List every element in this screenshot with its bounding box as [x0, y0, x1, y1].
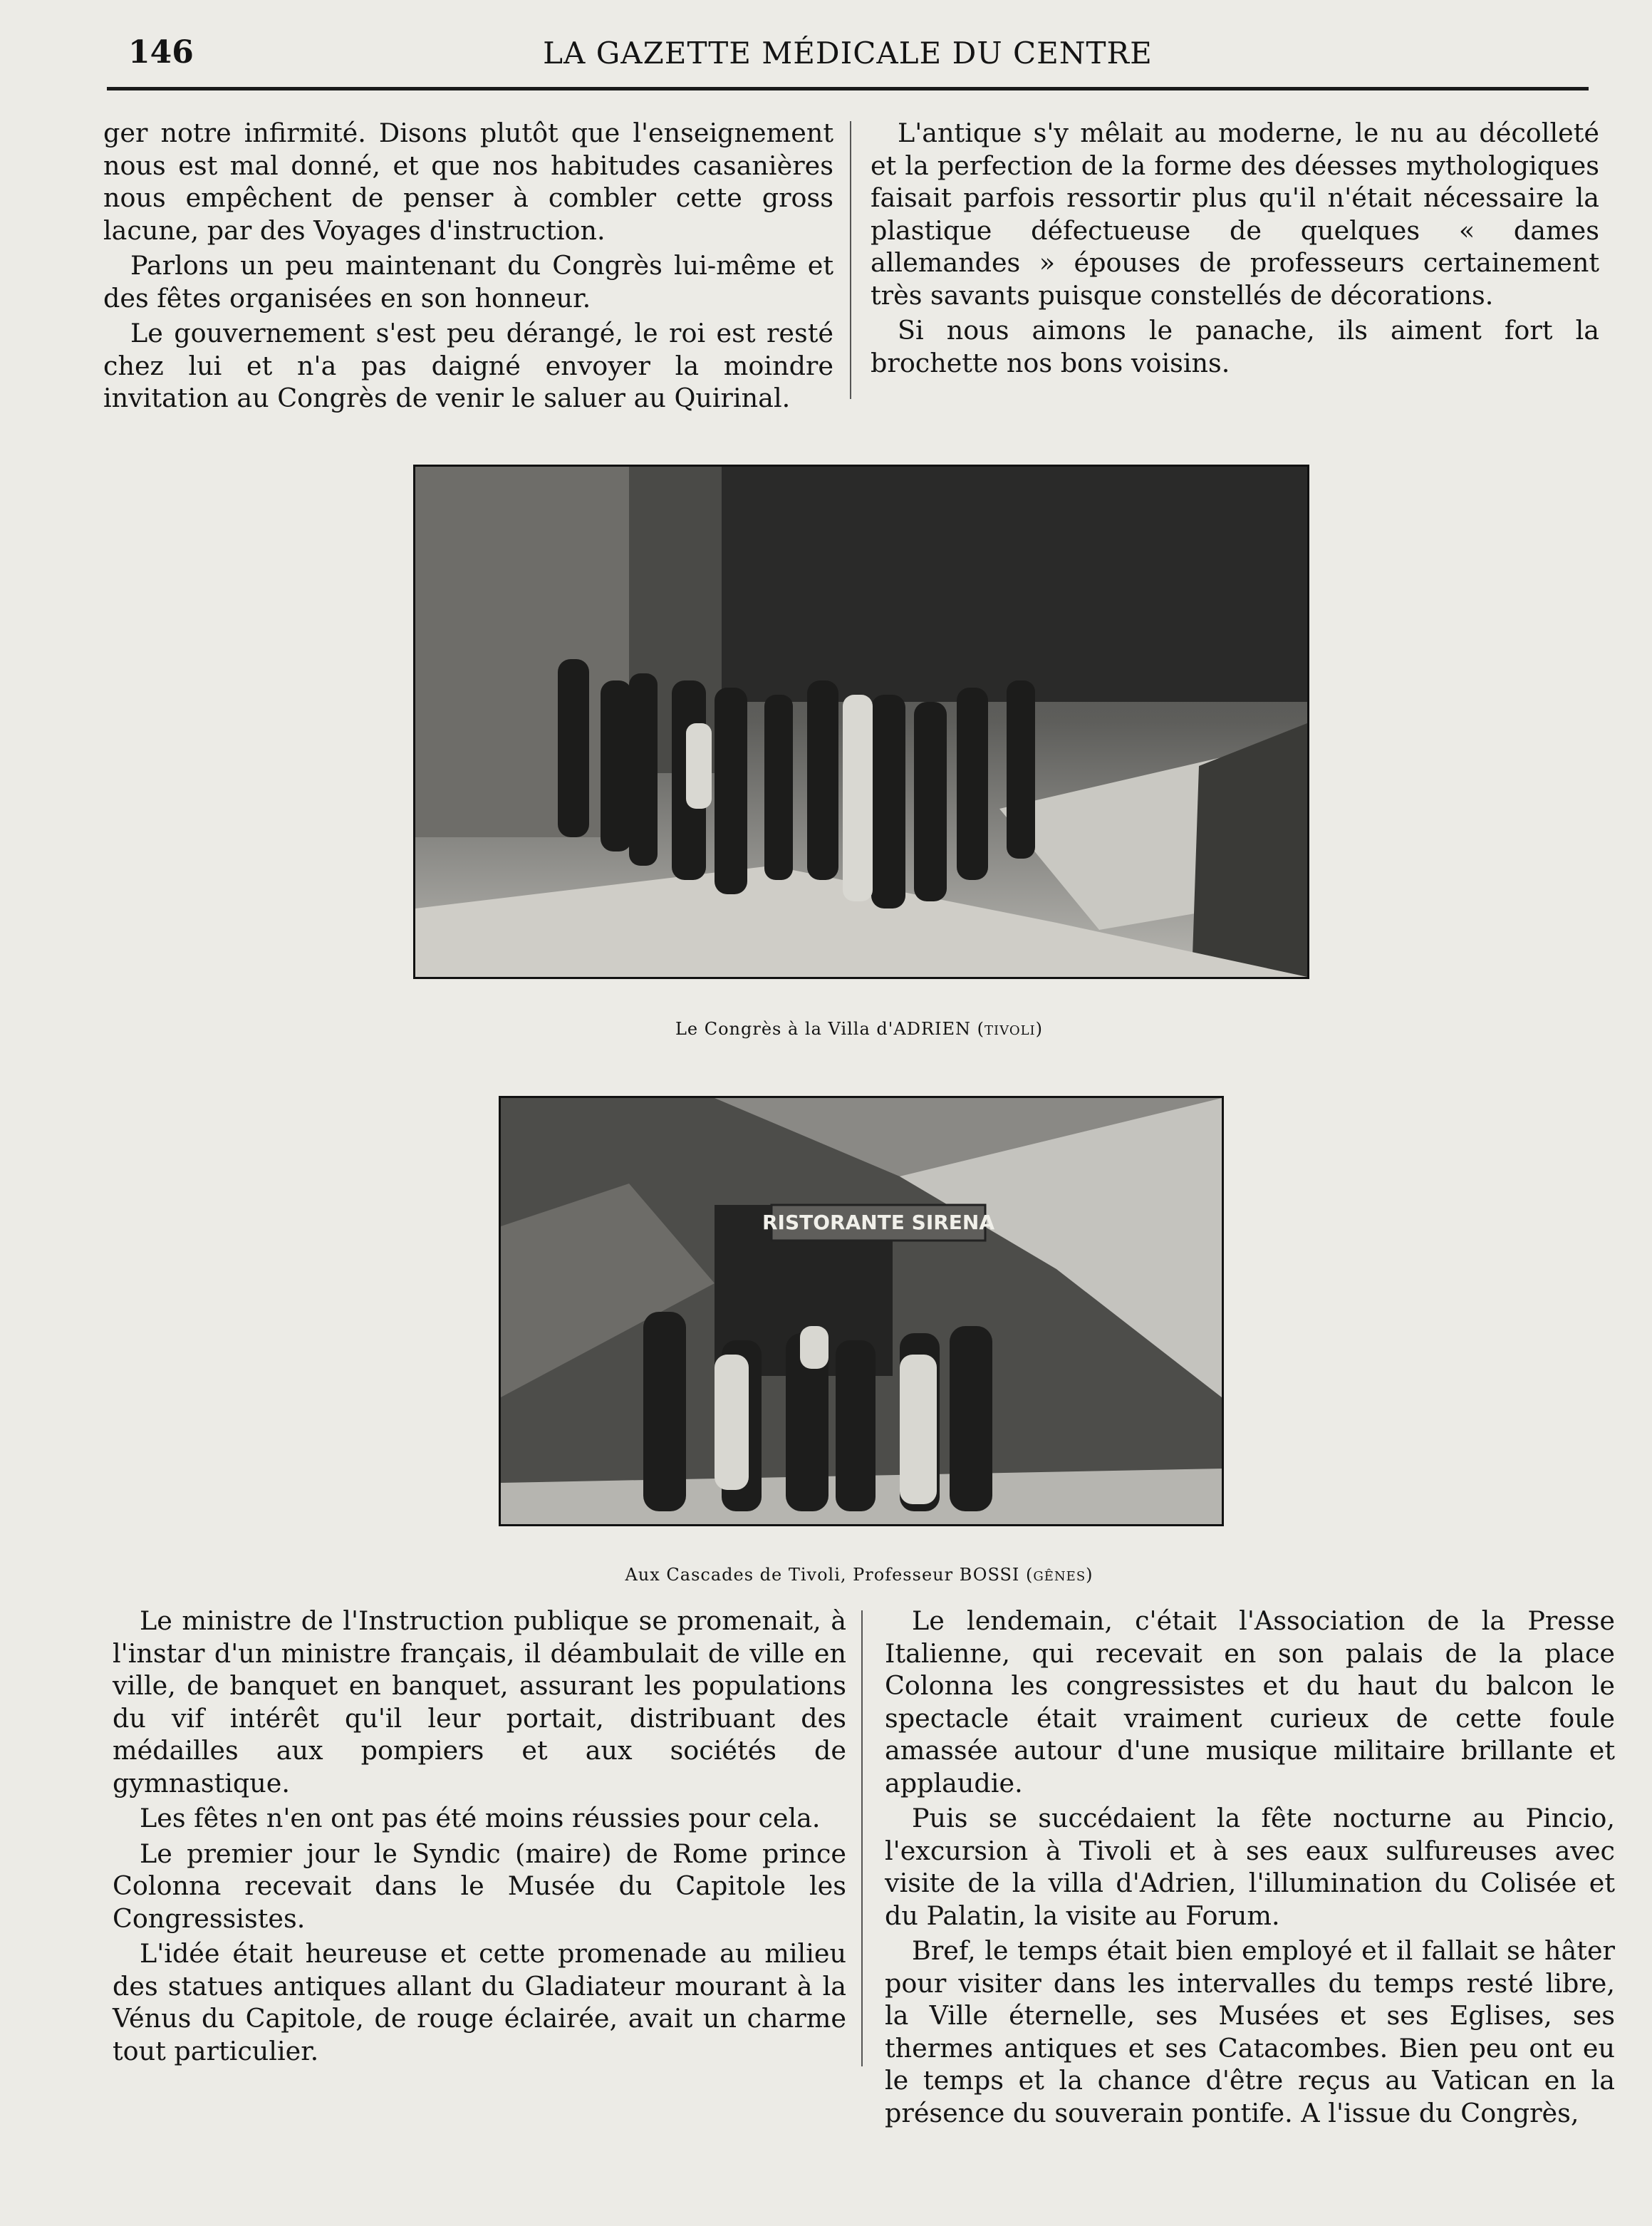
photo-villa-adrien-image [415, 467, 1307, 977]
photo-villa-adrien-caption [413, 1019, 1305, 1039]
top-left-column [103, 117, 833, 418]
paragraph: Bref, le temps était bien employé et il fallait se hâter pour visiter dans les intervalles du temps resté libre, la Ville éternelle, ses Musées et ses Eglises, ses thermes antiques et ses Catacombes. Bien peu ont eu le temps et la chance d'être reçus au Vatican en la présence du souverain pontife. A l'issue du Congrès, [885, 1935, 1615, 2128]
restaurant-sign: RISTORANTE SIRENA [762, 1211, 995, 1234]
caption-place: GÊNES [1033, 1569, 1086, 1584]
caption-place: TIVOLI [985, 1023, 1036, 1038]
photo-cascades-tivoli [499, 1096, 1224, 1526]
paragraph: Si nous aimons le panache, ils aiment fort la brochette nos bons voisins. [871, 315, 1599, 378]
bottom-left-column [113, 1605, 846, 2070]
caption-text: ) [1035, 1019, 1044, 1039]
paragraph: Le premier jour le Syndic (maire) de Rome prince Colonna recevait dans le Musée du Capitole les Congressistes. [113, 1838, 846, 1934]
paragraph: Le lendemain, c'était l'Association de la Presse Italienne, qui recevait en son palais de la place Colonna les congressistes et du haut du balcon le spectacle était vraiment curieux de cette foule amassée autour d'une musique militaire brillante et applaudie. [885, 1605, 1615, 1798]
bottom-right-column [885, 1605, 1615, 2132]
caption-text: Aux Cascades de Tivoli, Professeur BOSSI ( [625, 1565, 1034, 1585]
photo-cascades-tivoli-image [501, 1098, 1222, 1524]
paragraph: Puis se succédaient la fête nocturne au Pincio, l'excursion à Tivoli et à ses eaux sulfureuses avec visite de la villa d'Adrien, l'illumination du Colisée et du Palatin, la visite au Forum. [885, 1803, 1615, 1931]
photo-villa-adrien [413, 465, 1309, 979]
top-right-column [871, 117, 1599, 382]
caption-text: ) [1086, 1565, 1093, 1585]
paragraph: L'antique s'y mêlait au moderne, le nu au décolleté et la perfection de la forme des déesses mythologiques faisait parfois ressortir plus qu'il n'était nécessaire la plastique défectueuse de quelques « dames allemandes » épouses de professeurs certainement très savants puisque constellés de décorations. [871, 118, 1599, 311]
header-rule [107, 87, 1589, 90]
page-header [107, 29, 1589, 78]
photo-cascades-tivoli-caption [499, 1565, 1220, 1585]
paragraph: Le gouvernement s'est peu dérangé, le roi est resté chez lui et n'a pas daigné envoyer la moindre invitation au Congrès de venir le saluer au Quirinal. [103, 318, 833, 413]
running-title: LA GAZETTE MÉDICALE DU CENTRE [543, 36, 1153, 71]
paragraph: Parlons un peu maintenant du Congrès lui-même et des fêtes organisées en son honneur. [103, 250, 833, 314]
page-number: 146 [128, 34, 194, 71]
column-divider [850, 121, 851, 399]
paragraph: Le ministre de l'Instruction publique se promenait, à l'instar d'un ministre français, il déambulait de ville en ville, de banquet en banquet, assurant les populations du vif intérêt qu'il leur portait, distribuant des médailles aux pompiers et aux sociétés de gymnastique. [113, 1605, 846, 1798]
paragraph: L'idée était heureuse et cette promenade au milieu des statues antiques allant du Gladiateur mourant à la Vénus du Capitole, de rouge éclairée, avait un charme tout particulier. [113, 1938, 846, 2066]
caption-text: Le Congrès à la Villa d'ADRIEN ( [675, 1019, 985, 1039]
column-divider [861, 1610, 863, 2066]
paragraph: ger notre infirmité. Disons plutôt que l'enseignement nous est mal donné, et que nos habitudes casanières nous empêchent de penser à combler cette gross lacune, par des Voyages d'instruction. [103, 118, 833, 246]
paragraph: Les fêtes n'en ont pas été moins réussies pour cela. [140, 1803, 821, 1833]
